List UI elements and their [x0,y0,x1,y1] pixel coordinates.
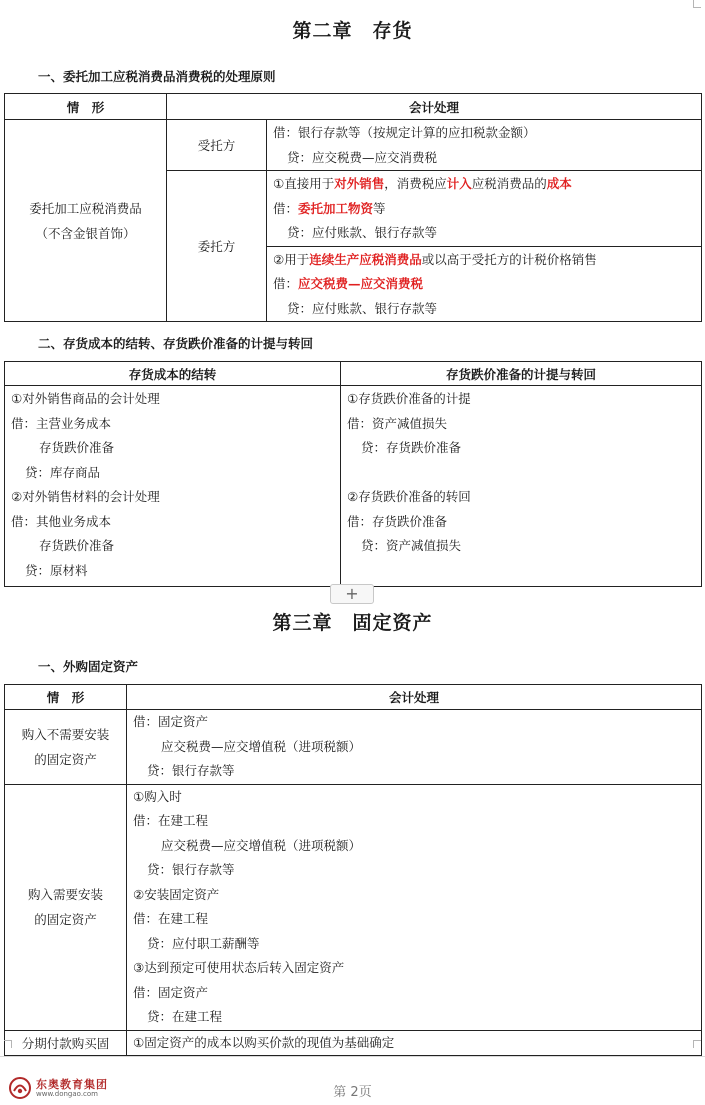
section-heading: 一、外购固定资产 [38,659,139,674]
column-header-accounting: 会计处理 [127,685,702,710]
journal-line: 应交税费—应交增值税（进项税额） [161,738,362,754]
journal-line: 借：委托加工物资等 [273,200,386,216]
journal-line: ①对外销售商品的会计处理 [11,391,160,406]
chapter-title: 第二章 存货 [292,20,413,42]
journal-line: 贷：应付账款、银行存款等 [287,225,438,240]
journal-line: 贷：库存商品 [25,464,101,480]
journal-line: 贷：在建工程 [147,1009,223,1024]
journal-line: 贷：资产减值损失 [361,538,462,553]
fixed-asset-table [4,684,702,1056]
journal-line: ②用于连续生产应税消费品或以高于受托方的计税价格销售 [273,251,597,267]
situation-text: 委托加工应税消费品 [29,200,142,216]
page-corner-mark [693,0,701,8]
situation-cell [5,120,167,322]
journal-line: 贷：应交税费—应交消费税 [287,149,438,165]
journal-line: 贷：应付职工薪酬等 [147,935,260,951]
situation-text: 的固定资产 [34,751,97,767]
journal-line: ②对外销售材料的会计处理 [11,489,160,504]
chapter-title: 第三章 固定资产 [272,612,433,634]
trustee-entry [267,120,702,171]
situation-note: （不含金银首饰） [35,225,136,241]
column-header-cost-transfer: 存货成本的结转 [5,362,341,386]
journal-line: 借：资产减值损失 [347,415,448,431]
journal-line: 借：在建工程 [133,911,209,926]
journal-line: ②安装固定资产 [133,886,220,902]
party-label-trustee: 受托方 [167,120,267,171]
journal-line: ①直接用于对外销售，消费税应计入应税消费品的成本 [273,176,572,191]
no-install-entry [127,710,702,785]
journal-line: 借：银行存款等（按规定计算的应扣税款金额） [273,125,536,140]
journal-line: 借：其他业务成本 [11,513,112,529]
journal-line: 存货跌价准备 [39,538,115,553]
party-label-consignor: 委托方 [167,171,267,322]
journal-line: ①购入时 [133,788,182,804]
journal-line: 借：主营业务成本 [11,415,112,431]
column-header-situation: 情 形 [5,94,167,120]
cost-transfer-entries [5,386,341,587]
column-header-accounting: 会计处理 [167,94,702,120]
situation-cell [5,710,127,785]
journal-line: ②存货跌价准备的转回 [347,489,471,504]
impairment-entries [341,386,702,587]
expand-button[interactable]: + [330,584,374,604]
situation-text: 的固定资产 [34,912,97,927]
logo-name: 东奥教育集团 [36,1078,108,1091]
footer-divider [0,1056,705,1057]
situation-text: 购入需要安装 [27,887,103,902]
journal-line: ①固定资产的成本以购买价款的现值为基础确定 [133,1034,395,1050]
consignor-case-direct-sale [267,171,702,247]
situation-cell: 分期付款购买固 [5,1030,127,1056]
installment-entry [127,1030,702,1056]
section-heading: 二、存货成本的结转、存货跌价准备的计提与转回 [38,336,314,351]
journal-line: 借：应交税费—应交消费税 [273,276,424,291]
journal-line: 贷：存货跌价准备 [361,440,462,455]
journal-line: ①存货跌价准备的计提 [347,391,471,406]
journal-line: 贷：应付账款、银行存款等 [287,300,438,316]
column-header-situation: 情 形 [5,685,127,710]
install-entry [127,784,702,1030]
journal-line: ③达到预定可使用状态后转入固定资产 [133,960,345,975]
column-header-impairment: 存货跌价准备的计提与转回 [341,362,702,386]
page-number: 第 2页 [333,1085,372,1100]
inventory-cost-table [4,361,702,587]
consignor-case-continued-production [267,246,702,322]
situation-cell [5,784,127,1030]
journal-line: 贷：原材料 [25,562,88,578]
journal-line: 存货跌价准备 [39,440,115,455]
journal-line: 贷：银行存款等 [147,763,235,778]
journal-line: 借：在建工程 [133,813,209,828]
page-corner-mark [4,1040,12,1048]
situation-text: 购入不需要安装 [21,726,110,742]
journal-line: 贷：银行存款等 [147,862,235,877]
journal-line: 应交税费—应交增值税（进项税额） [161,837,362,853]
section-heading: 一、委托加工应税消费品消费税的处理原则 [38,69,276,84]
blank-line [341,461,701,486]
journal-line: 借：存货跌价准备 [347,513,448,529]
consignment-tax-table [4,93,702,322]
journal-line: 借：固定资产 [133,984,209,1000]
logo-url: www.dongao.com [36,1090,98,1098]
journal-line: 借：固定资产 [133,714,209,729]
page-corner-mark [693,1040,701,1048]
